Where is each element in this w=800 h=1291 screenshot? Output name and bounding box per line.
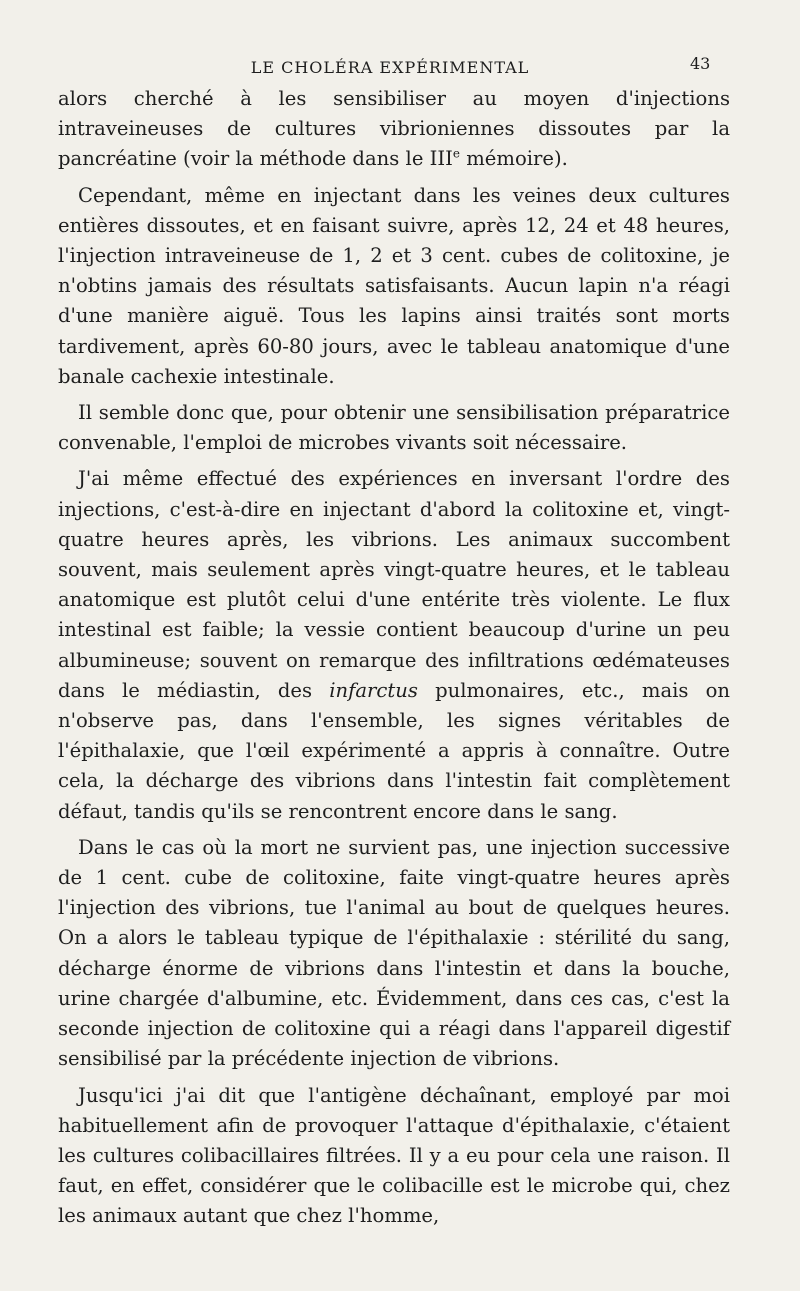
running-header-title: LE CHOLÉRA EXPÉRIMENTAL	[250, 58, 530, 77]
paragraph-3: Il semble donc que, pour obtenir une sensibilisation préparatrice convenable, l'emploi de microbes vivants soit nécessaire.	[58, 401, 730, 455]
page-number: 43	[690, 54, 711, 73]
paragraph-1-text: alors cherché à les sensibiliser au moyen d'injections intraveineuses de cultures vibrioniennes dissoutes par la pancréatine (voir la méthode dans le III	[58, 87, 730, 171]
paragraph-4	[58, 464, 730, 826]
paragraph-5: Dans le cas où la mort ne survient pas, une injection successive de 1 cent. cube de colitoxine, faite vingt-quatre heures après l'injection des vibrions, tue l'animal au bout de quelques heures. On a alors le tableau typique de l'épithalaxie : stérilité du sang, décharge énorme de vibrions dans l'intestin et dans la bouche, urine chargée d'albumine, etc. Évidemment, dans ces cas, c'est la seconde injection de colitoxine qui a réagi dans l'appareil digestif sensibilisé par la précédente injection de vibrions.	[58, 835, 730, 1071]
paragraph-4-before: J'ai même effectué des expériences en inversant l'ordre des injections, c'est-à-dire en injectant d'abord la colitoxine et, vingt-quatre heures après, les vibrions. Les animaux succombent souvent, mais seulement après vingt-quatre heures, et le tableau anatomique est plutôt celui d'une entérite très violente. Le flux intestinal est faible; la vessie contient beaucoup d'urine un peu albumineuse; souvent on remarque des infiltrations œdémateuses dans le médiastin, des	[58, 467, 730, 702]
paragraph-6: Jusqu'ici j'ai dit que l'antigène déchaînant, employé par moi habituellement afin de provoquer l'attaque d'épithalaxie, c'étaient les cultures colibacillaires filtrées. Il y a eu pour cela une raison. Il faut, en effet, considérer que le colibacille est le microbe qui, chez les animaux autant que chez l'homme,	[58, 1083, 730, 1228]
body-text	[58, 84, 730, 1232]
paragraph-1	[58, 84, 730, 175]
italic-term: infarctus	[329, 678, 418, 702]
superscript-e: e	[452, 146, 460, 161]
paragraph-2: Cependant, même en injectant dans les veines deux cultures entières dissoutes, et en faisant suivre, après 12, 24 et 48 heures, l'injection intraveineuse de 1, 2 et 3 cent. cubes de colitoxine, je n'obtins jamais des résultats satisfaisants. Aucun lapin n'a réagi d'une manière aiguë. Tous les lapins ainsi traités sont morts tardivement, après 60-80 jours, avec le tableau anatomique d'une banale cachexie intestinale.	[58, 183, 730, 388]
paragraph-1-tail: mémoire).	[459, 147, 568, 171]
paragraph-4-after: pulmonaires, etc., mais on n'observe pas, dans l'ensemble, les signes véritables de l'épithalaxie, que l'œil expérimenté a appris à connaître. Outre cela, la décharge des vibrions dans l'intestin fait complètement défaut, tandis qu'ils se rencontrent encore dans le sang.	[58, 678, 730, 823]
